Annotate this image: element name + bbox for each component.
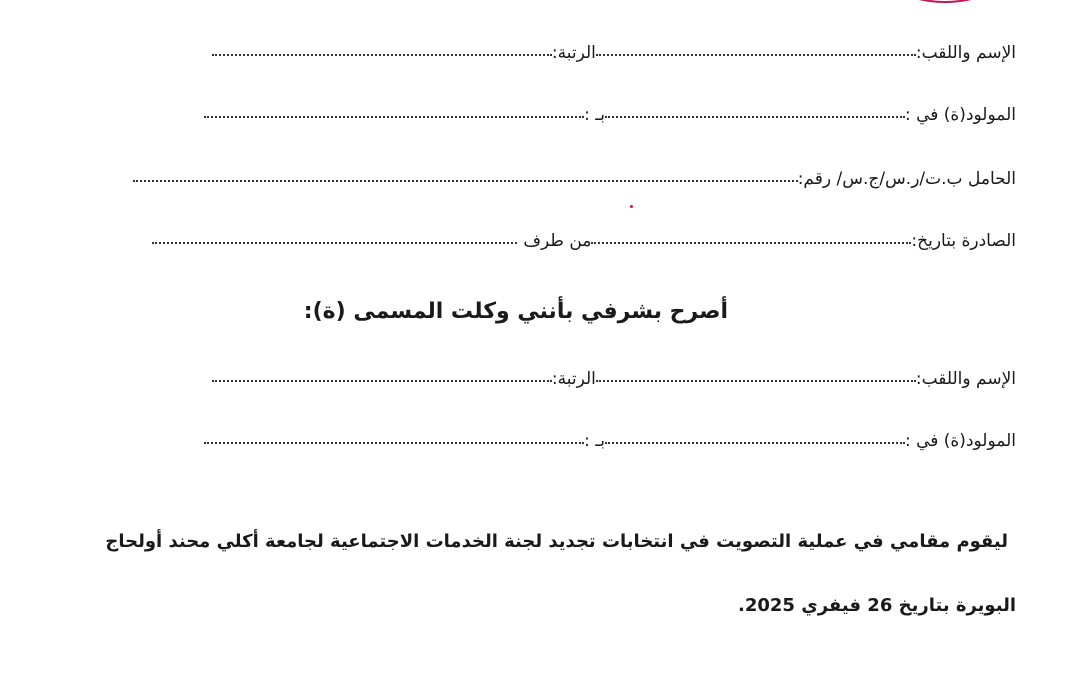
person-born-label: المولود(ة) في :: [904, 105, 1016, 125]
proxy-name-field[interactable]: [596, 380, 916, 382]
person-name-row: [212, 42, 1016, 64]
stamp-fragment: [900, 0, 990, 6]
person-issued-field[interactable]: [591, 242, 911, 244]
person-rank-label: الرتبة:: [551, 43, 596, 63]
proxy-born-field[interactable]: [605, 442, 905, 444]
person-born-field[interactable]: [605, 116, 905, 118]
person-issued-row: [152, 230, 1016, 252]
person-by-label: من طرف: [523, 231, 592, 251]
proxy-rank-label: الرتبة:: [551, 369, 596, 389]
person-rank-field[interactable]: [212, 54, 552, 56]
person-at-label: بـ :: [584, 105, 605, 125]
proxy-rank-field[interactable]: [212, 380, 552, 382]
person-born-row: [204, 104, 1016, 126]
person-card-label: الحامل ب.ت/ر.س/ج.س/ رقم:: [797, 169, 1016, 189]
proxy-name-label: الإسم واللقب:: [915, 369, 1016, 389]
proxy-name-row: [212, 368, 1016, 390]
person-by-field[interactable]: [152, 242, 517, 244]
person-at-field[interactable]: [204, 116, 584, 118]
paragraph-line-1: ليقوم مقامي في عملية التصويت في انتخابات تجديد لجنة الخدمات الاجتماعية لجامعة أكلي محند أولحاج: [105, 531, 1008, 552]
person-card-row: [133, 168, 1016, 190]
proxy-at-field[interactable]: [204, 442, 584, 444]
person-card-field[interactable]: [133, 180, 798, 182]
proxy-born-row: [204, 430, 1016, 452]
person-issued-label: الصادرة بتاريخ:: [911, 231, 1016, 251]
person-name-field[interactable]: [596, 54, 916, 56]
person-name-label: الإسم واللقب:: [915, 43, 1016, 63]
ink-speck: [630, 205, 633, 208]
proxy-born-label: المولود(ة) في :: [904, 431, 1016, 451]
paragraph-line-2: البويرة بتاريخ 26 فيفري 2025.: [738, 595, 1016, 616]
declaration-heading: أصرح بشرفي بأنني وكلت المسمى (ة):: [303, 299, 728, 324]
proxy-at-label: بـ :: [584, 431, 605, 451]
